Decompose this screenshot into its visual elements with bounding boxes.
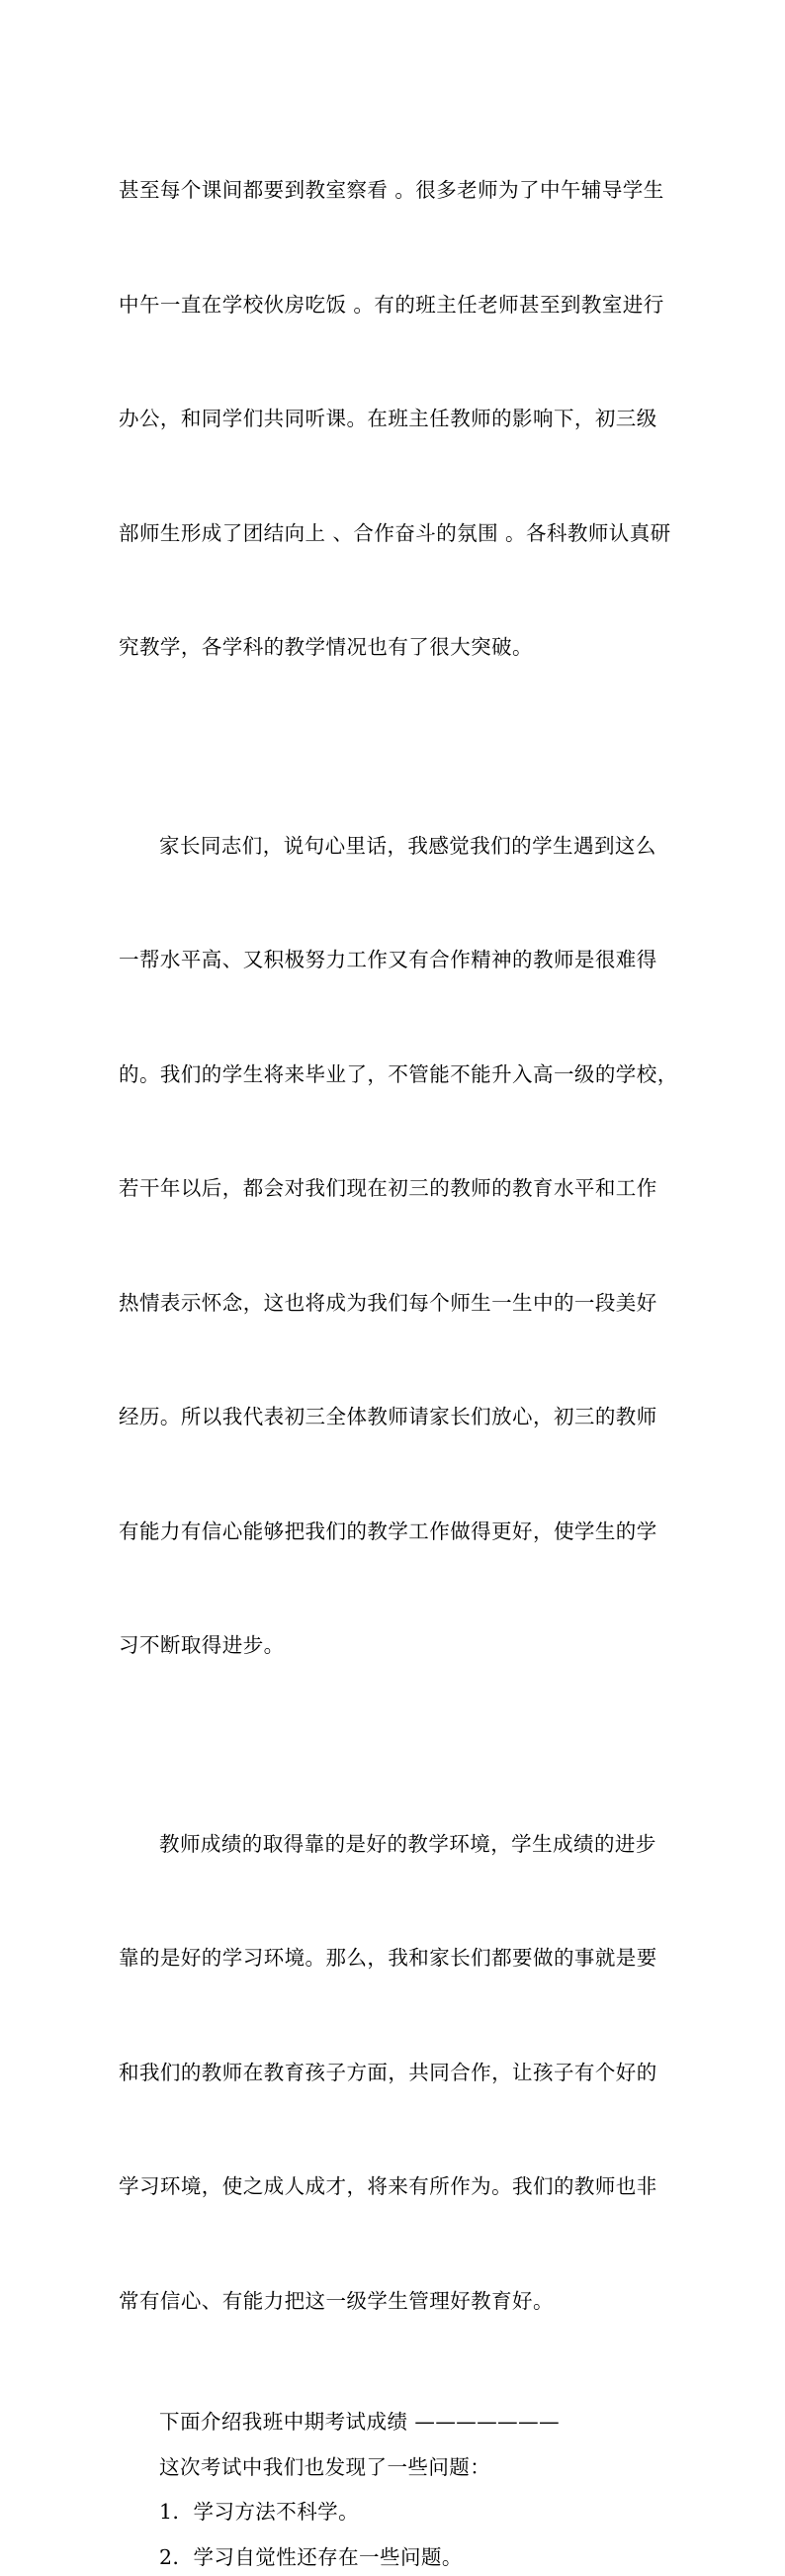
text-line: 学习环境，使之成人成才，将来有所作为。我们的教师也非 <box>119 2167 666 2206</box>
text-line: 一帮水平高、又积极努力工作又有合作精神的教师是很难得 <box>119 941 666 979</box>
problem-item: 2．学习自觉性还存在一些问题。 <box>119 2538 666 2576</box>
text-line: 靠的是好的学习环境。那么，我和家长们都要做的事就是要 <box>119 1939 666 1978</box>
text-line: 中午一直在学校伙房吃饭 。有的班主任老师甚至到教室进行 <box>119 286 666 324</box>
text-line: 有能力有信心能够把我们的教学工作做得更好，使学生的学 <box>119 1513 666 1551</box>
problem-item: 1．学习方法不科学。 <box>119 2493 666 2531</box>
paragraph-learning-environment <box>119 1749 666 2397</box>
text-line: 教师成绩的取得靠的是好的教学环境，学生成绩的进步 <box>119 1825 666 1864</box>
text-line: 甚至每个课间都要到教室察看 。很多老师为了中午辅导学生 <box>119 171 666 210</box>
text-line: 和我们的教师在教育孩子方面，共同合作，让孩子有个好的 <box>119 2054 666 2092</box>
text-line: 常有信心、有能力把这一级学生管理好教育好。 <box>119 2282 666 2321</box>
paragraph-spacing <box>119 1741 666 1749</box>
paragraph-spacing <box>119 743 666 751</box>
problems-intro: 这次考试中我们也发现了一些问题： <box>119 2448 666 2487</box>
paragraph-teacher-dedication <box>119 95 666 743</box>
text-line: 家长同志们，说句心里话，我感觉我们的学生遇到这么 <box>119 827 666 866</box>
text-line: 究教学，各学科的教学情况也有了很大突破。 <box>119 628 666 667</box>
text-line: 经历。所以我代表初三全体教师请家长们放心，初三的教师 <box>119 1398 666 1436</box>
document-page <box>0 0 785 1111</box>
text-line: 部师生形成了团结向上 、合作奋斗的氛围 。各科教师认真研 <box>119 514 666 553</box>
exam-results-intro: 下面介绍我班中期考试成绩 ——————— <box>119 2403 666 2441</box>
text-line: 办公，和同学们共同听课。在班主任教师的影响下，初三级 <box>119 400 666 438</box>
text-line: 习不断取得进步。 <box>119 1626 666 1665</box>
text-line: 热情表示怀念，这也将成为我们每个师生一生中的一段美好 <box>119 1284 666 1323</box>
paragraph-parent-message <box>119 751 666 1741</box>
text-line: 的。我们的学生将来毕业了，不管能不能升入高一级的学校， <box>119 1056 666 1094</box>
text-line: 若干年以后，都会对我们现在初三的教师的教育水平和工作 <box>119 1169 666 1208</box>
